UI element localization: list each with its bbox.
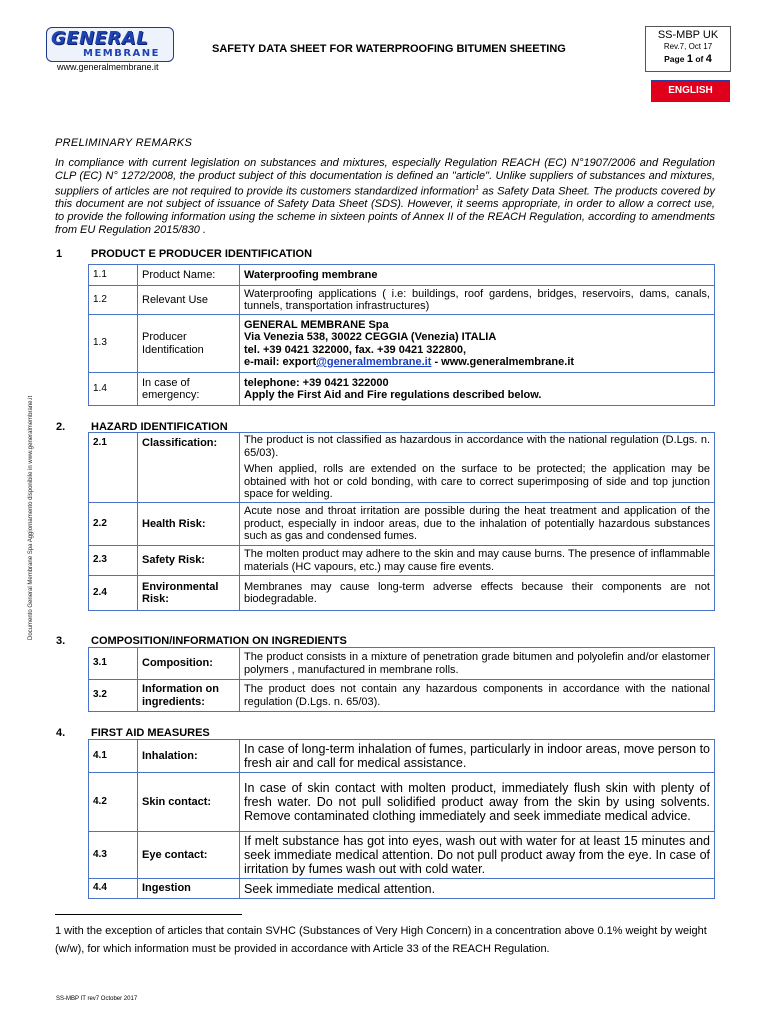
row-key: In case of emergency: <box>138 373 240 406</box>
producer-identification-value <box>240 315 715 373</box>
document-title: SAFETY DATA SHEET FOR WATERPROOFING BITUMEN SHEETING <box>212 43 566 55</box>
table-row <box>89 879 715 899</box>
document-revision: Rev.7, Oct 17 <box>663 42 713 51</box>
company-logo <box>46 27 174 62</box>
email-link[interactable]: @generalmembrane.it <box>316 356 432 368</box>
logo-text-general: GENERAL <box>51 28 149 49</box>
table-row <box>89 576 715 611</box>
producer-phone: tel. +39 0421 322000, fax. +39 0421 322800, <box>244 343 467 356</box>
row-key: Relevant Use <box>138 286 240 315</box>
product-name-value: Waterproofing membrane <box>240 265 715 286</box>
table-row <box>89 740 715 773</box>
section4-number: 4. <box>56 727 66 739</box>
classification-text-2: When applied, rolls are extended on the surface to be protected; the application may be obtained with hot or cold bonding, with care to correct superimposing of side and top junction space for welding. <box>244 463 710 501</box>
row-key: Classification: <box>138 433 240 503</box>
table-row <box>89 546 715 576</box>
safety-risk-value: The molten product may adhere to the skin and may cause burns. The presence of inflammable materials (HC vapours, etc.) may cause fire events. <box>240 546 715 576</box>
row-key: Health Risk: <box>138 503 240 546</box>
page-footer: SS-MBP IT rev7 October 2017 <box>56 996 138 1002</box>
inhalation-value: In case of long-term inhalation of fumes, particularly in indoor areas, move person to fresh air and call for medical assistance. <box>240 740 715 773</box>
row-number: 2.1 <box>89 433 138 503</box>
ingestion-value: Seek immediate medical attention. <box>240 879 715 899</box>
row-number: 1.1 <box>89 265 138 286</box>
producer-address: Via Venezia 538, 30022 CEGGIA (Venezia) ITALIA <box>244 331 497 343</box>
row-number: 2.2 <box>89 503 138 546</box>
row-number: 4.1 <box>89 740 138 773</box>
intro-text-part1: In compliance with current legislation on substances and mixtures, especially Regulation REACH (EC) N°1907/2006 and Regulation CLP (EC) N° 1272/2008, the product subject of this documentation is defined an "article". Unlike suppliers of substances and mixtures, suppliers of articles are not required to provide its customers standardized information <box>55 157 715 198</box>
ingredients-value: The product does not contain any hazardous components in accordance with the national regulation (D.Lgs. n. 65/03). <box>240 680 715 712</box>
section1-number: 1 <box>56 248 63 260</box>
table-row <box>89 373 715 406</box>
page-total: 4 <box>705 53 712 65</box>
row-key: Producer Identification <box>138 315 240 373</box>
preliminary-heading: PRELIMINARY REMARKS <box>55 137 193 149</box>
footnote-ref[interactable]: 1 <box>475 184 479 192</box>
section4-table <box>88 739 715 899</box>
classification-value <box>240 433 715 503</box>
skin-contact-value: In case of skin contact with molten product, immediately flush skin with plenty of fresh water. Do not pull solidified product away from the skin by using solvents. Remove contaminated clothing immediately and seek immediate medical advice. <box>240 773 715 832</box>
environmental-risk-value: Membranes may cause long-term adverse effects because their components are not biodegradable. <box>240 576 715 611</box>
table-row <box>89 433 715 503</box>
row-key: Ingestion <box>138 879 240 899</box>
row-key: Product Name: <box>138 265 240 286</box>
language-button[interactable]: ENGLISH <box>651 80 730 102</box>
row-number: 4.2 <box>89 773 138 832</box>
footnote: 1 with the exception of articles that contain SVHC (Substances of Very High Concern) in a concentration above 0.1% weight by weight (w/w), for which information must be provided in accordance with Article 33 of the REACH Regulation. <box>55 925 707 955</box>
side-note: Documento General Membrane Spa Aggiornamento disponibile in www.generalmembrane.it <box>28 395 34 640</box>
email-suffix: - www.generalmembrane.it <box>431 356 575 368</box>
row-number: 2.4 <box>89 576 138 611</box>
logo-text-membrane: MEMBRANE <box>83 48 160 59</box>
emergency-instructions: Apply the First Aid and Fire regulations described below. <box>244 389 542 401</box>
section3-title: COMPOSITION/INFORMATION ON INGREDIENTS <box>91 635 347 647</box>
page-current: 1 <box>686 53 693 65</box>
table-row <box>89 286 715 315</box>
emergency-value <box>240 373 715 406</box>
company-website[interactable]: www.generalmembrane.it <box>57 62 159 72</box>
row-number: 2.3 <box>89 546 138 576</box>
section2-title: HAZARD IDENTIFICATION <box>91 421 228 433</box>
table-row <box>89 648 715 680</box>
row-number: 1.3 <box>89 315 138 373</box>
producer-company: GENERAL MEMBRANE Spa <box>244 318 389 331</box>
page-of: of <box>695 54 704 64</box>
row-number: 1.4 <box>89 373 138 406</box>
composition-value: The product consists in a mixture of penetration grade bitumen and polyolefin and/or elastomer polymers , manufactured in membrane rolls. <box>240 648 715 680</box>
row-key: Eye contact: <box>138 832 240 879</box>
document-code-box <box>645 26 731 72</box>
producer-email <box>244 356 710 369</box>
row-key: Information on ingredients: <box>138 680 240 712</box>
row-key: Composition: <box>138 648 240 680</box>
row-key: Safety Risk: <box>138 546 240 576</box>
row-number: 1.2 <box>89 286 138 315</box>
row-number: 3.1 <box>89 648 138 680</box>
section3-table <box>88 647 715 712</box>
section2-number: 2. <box>56 421 66 433</box>
intro-text-part2: as Safety Data Sheet. The products covered by this document are not subject of issuance of Safety Data Sheet (SDS). However, it seems appropriate, in order to allow a correct use, to provide the following information using the scheme in sixteen points of Annex II of the REACH Regulation, according to amendments from EU Regulation 2015/830 . <box>55 185 716 236</box>
footnote-divider <box>55 914 242 915</box>
row-key: Environmental Risk: <box>138 576 240 611</box>
section3-number: 3. <box>56 635 66 647</box>
emergency-phone: telephone: +39 0421 322000 <box>244 376 389 389</box>
relevant-use-value: Waterproofing applications ( i.e: buildings, roof gardens, bridges, reservoirs, dams, canals, tunnels, transportation infrastructures) <box>240 286 715 315</box>
page-indicator <box>646 53 730 65</box>
health-risk-value: Acute nose and throat irritation are possible during the heat treatment and application of the product, especially in indoor areas, due to the inhalation of potentially hazardous substances such as gas and condensed fumes. <box>240 503 715 546</box>
section4-title: FIRST AID MEASURES <box>91 727 210 739</box>
document-code: SS-MBP UK <box>657 29 719 41</box>
row-number: 4.3 <box>89 832 138 879</box>
table-row <box>89 680 715 712</box>
eye-contact-value: If melt substance has got into eyes, wash out with water for at least 15 minutes and seek immediate medical attention. Do not pull product away from the eye. In case of irritation by fumes wash out with cold water. <box>240 832 715 879</box>
table-row <box>89 265 715 286</box>
row-number: 4.4 <box>89 879 138 899</box>
row-key: Skin contact: <box>138 773 240 832</box>
table-row <box>89 503 715 546</box>
page-label: Page <box>664 54 685 64</box>
row-key: Inhalation: <box>138 740 240 773</box>
row-number: 3.2 <box>89 680 138 712</box>
table-row <box>89 773 715 832</box>
classification-text-1: The product is not classified as hazardous in accordance with the national regulation (D.Lgs. n. 65/03). <box>244 434 710 459</box>
preliminary-text <box>55 157 715 236</box>
section1-title: PRODUCT E PRODUCER IDENTIFICATION <box>91 248 313 260</box>
section2-table <box>88 432 715 611</box>
table-row <box>89 315 715 373</box>
section1-table <box>88 264 715 406</box>
table-row <box>89 832 715 879</box>
email-prefix: e-mail: export <box>244 356 317 368</box>
